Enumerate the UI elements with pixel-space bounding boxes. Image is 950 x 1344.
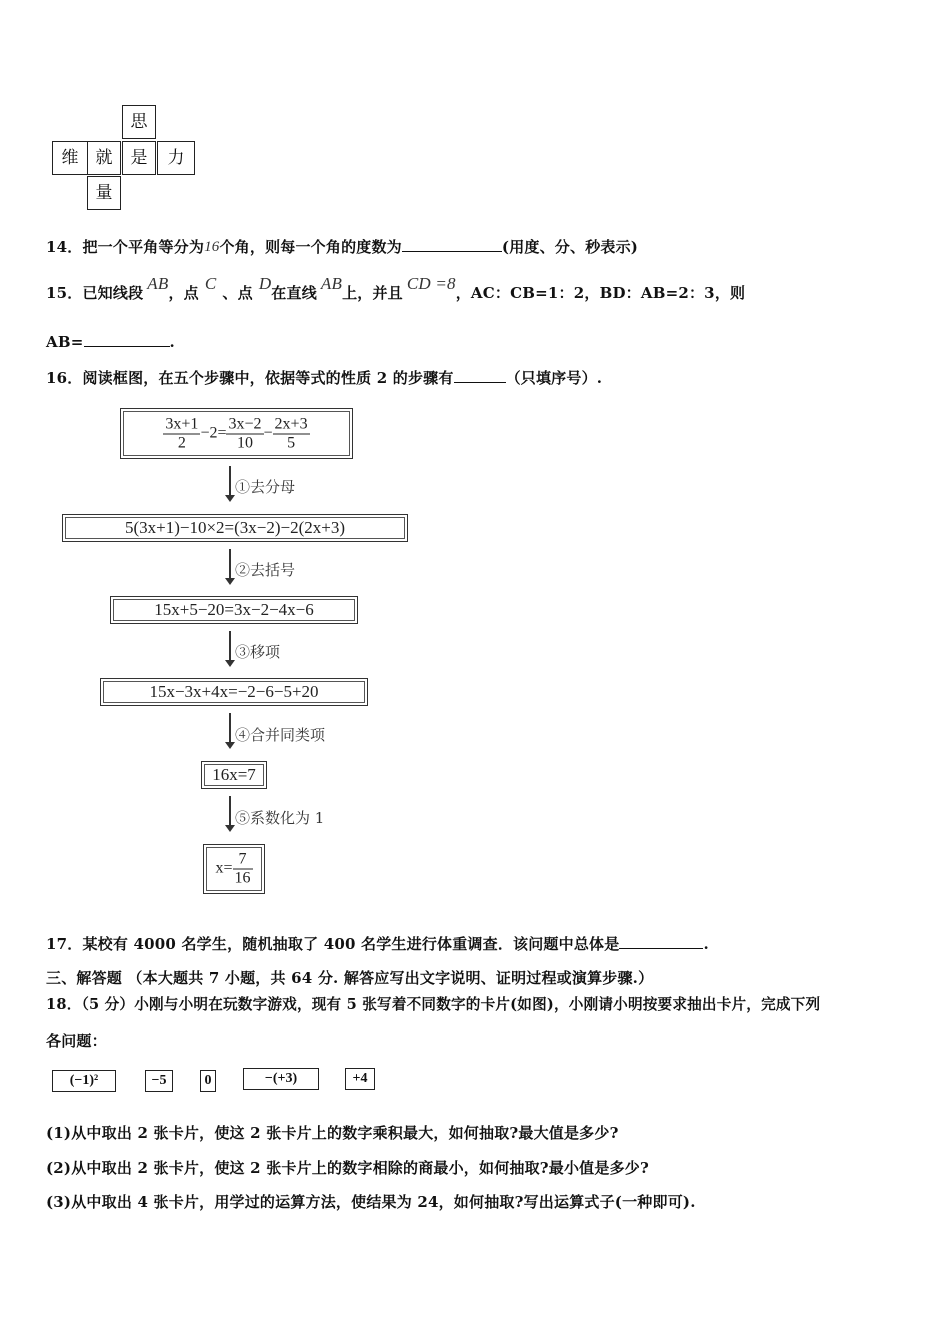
net-cell-left: 维 [52, 141, 88, 175]
q15-answer-blank[interactable] [84, 345, 170, 347]
question-17 [46, 933, 709, 954]
q15-math-d: D [258, 274, 272, 293]
q16-answer-blank[interactable] [454, 381, 506, 383]
box1-frac-b-num: 3x−2 [228, 415, 262, 432]
q17-tail: . [703, 935, 709, 953]
q15-text-1: 15．已知线段 [46, 284, 144, 302]
question-16 [46, 367, 602, 388]
box1-frac-a-den: 2 [177, 434, 186, 451]
q15-math-c: C [204, 274, 217, 293]
question-18-line1: 18．（5 分）小刚与小明在玩数字游戏，现有 5 张写着不同数字的卡片(如图)，小刚请小明按要求抽出卡片，完成下列 [46, 996, 821, 1013]
net-cell-top: 思 [122, 105, 156, 139]
card-5: +4 [345, 1068, 375, 1090]
box1-frac-c-den: 5 [287, 434, 296, 451]
q15-text-2: ，点 [168, 284, 199, 302]
net-cell-mid1: 就 [87, 141, 121, 175]
q15-math-cd: CD =8 [406, 274, 456, 293]
box6-lhs: x= [215, 859, 233, 877]
box6-num: 7 [233, 851, 253, 870]
q15-text-3: 、点 [222, 284, 253, 302]
flow-step-2: ②去括号 [235, 561, 296, 579]
flow-step-5: ⑤系数化为 1 [235, 809, 325, 827]
box1-frac-b-den: 10 [237, 434, 253, 451]
q15-math-ab: AB [147, 274, 169, 293]
flow-step-1: ①去分母 [235, 478, 296, 496]
q15-math-ab-2: AB [320, 274, 343, 293]
box6-den: 16 [234, 869, 251, 887]
question-18-part-3: (3)从中取出 4 张卡片，用学过的运算方法，使结果为 24，如何抽取?写出运算式子(一种即可). [46, 1193, 696, 1211]
q15-text-5: 上，并且 [342, 284, 403, 302]
flow-step-4: ④合并同类项 [235, 726, 326, 744]
flow-box-6 [203, 844, 265, 894]
card-2: −5 [145, 1070, 173, 1092]
box1-frac-a-num: 3x+1 [165, 415, 199, 432]
question-15 [46, 274, 746, 303]
q14-suffix: 个角，则每一个角的度数为 [219, 238, 402, 256]
box1-op: − [263, 424, 273, 442]
flow-box-3 [110, 596, 358, 624]
box4-text: 15x−3x+4x=−2−6−5+20 [149, 682, 319, 701]
q15-text-4: 在直线 [271, 284, 317, 302]
q14-number: 16 [204, 239, 220, 255]
section-3-heading: 三、解答题 （本大题共 7 小题，共 64 分. 解答应写出文字说明、证明过程或演算步骤.） [46, 969, 654, 987]
question-14 [46, 236, 638, 257]
box1-mid: −2= [200, 424, 227, 442]
card-3: 0 [200, 1070, 216, 1092]
flow-step-3: ③移项 [235, 643, 281, 661]
card-1: (−1)² [52, 1070, 116, 1092]
q16-text: 16．阅读框图，在五个步骤中，依据等式的性质 2 的步骤有 [46, 369, 454, 387]
box1-frac-c-num: 2x+3 [274, 415, 308, 432]
box3-text: 15x+5−20=3x−2−4x−6 [154, 600, 314, 619]
flow-arrow-5 [229, 796, 231, 830]
q14-prefix: 14．把一个平角等分为 [46, 238, 205, 256]
box2-text: 5(3x+1)−10×2=(3x−2)−2(2x+3) [124, 518, 346, 537]
net-cell-bottom: 量 [87, 176, 121, 210]
box5-text: 16x=7 [212, 765, 256, 784]
question-18-line2: 各问题： [46, 1032, 107, 1050]
q17-answer-blank[interactable] [619, 947, 703, 949]
card-4: −(+3) [243, 1068, 319, 1090]
net-cell-right: 力 [157, 141, 195, 175]
net-cell-mid2: 是 [122, 141, 156, 175]
flow-arrow-1 [229, 466, 231, 500]
flow-arrow-2 [229, 549, 231, 583]
question-18-part-1: (1)从中取出 2 张卡片，使这 2 张卡片上的数字乘积最大，如何抽取?最大值是多少? [46, 1124, 619, 1142]
q14-answer-blank[interactable] [402, 250, 502, 252]
flow-box-2 [62, 514, 408, 542]
flow-box-1 [120, 408, 353, 459]
q15-text-6: ，AC：CB=1：2，BD：AB=2：3，则 [455, 284, 746, 302]
flow-box-5 [201, 761, 267, 789]
q17-text: 17．某校有 4000 名学生，随机抽取了 400 名学生进行体重调查．该问题中总体是 [46, 935, 620, 953]
flow-box-4 [100, 678, 368, 706]
q14-tail: (用度、分、秒表示) [501, 238, 639, 256]
flow-arrow-4 [229, 713, 231, 747]
question-18-part-2: (2)从中取出 2 张卡片，使这 2 张卡片上的数字相除的商最小，如何抽取?最小值是多少? [46, 1159, 649, 1177]
question-15-line2 [46, 333, 175, 351]
q15-period: . [169, 333, 175, 351]
q15-ab-label: AB= [46, 333, 84, 351]
q16-tail: （只填序号）. [505, 369, 603, 387]
flow-arrow-3 [229, 631, 231, 665]
